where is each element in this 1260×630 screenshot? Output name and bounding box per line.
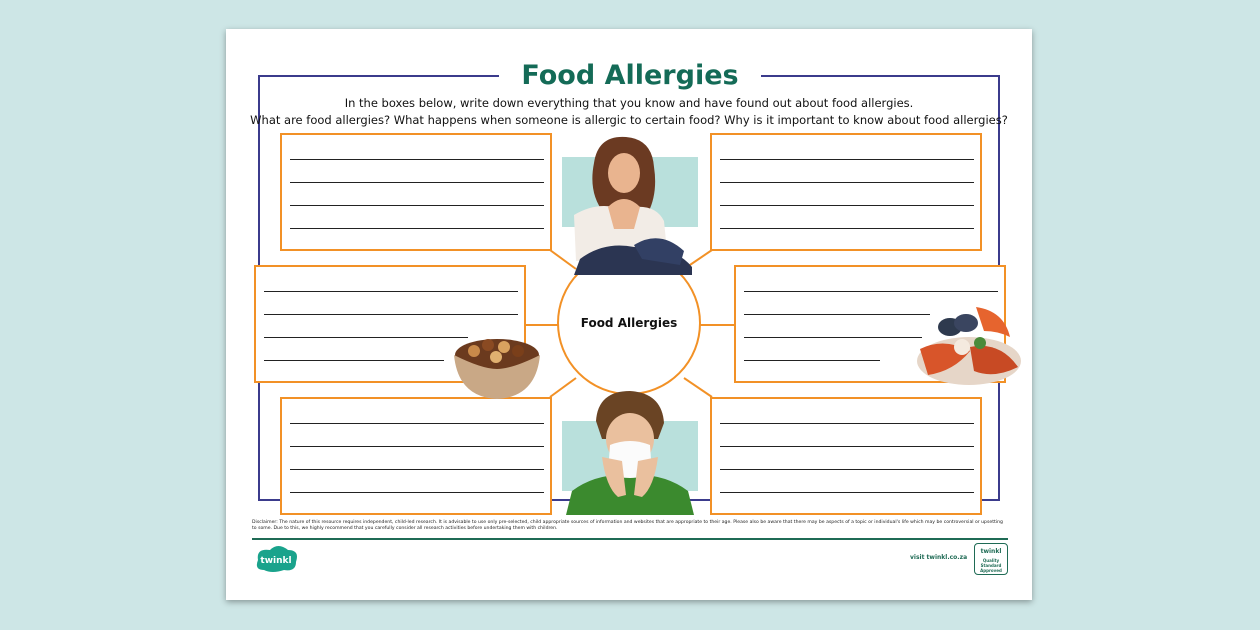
page-title: Food Allergies [521,60,739,91]
writing-line [264,337,468,338]
writing-line [290,228,544,229]
writing-line [264,314,518,315]
writing-line [744,360,880,361]
writing-line [290,182,544,183]
writing-line [264,291,518,292]
writing-line [720,159,974,160]
writing-line [744,291,998,292]
writing-line [290,205,544,206]
nuts-bowl-illustration [452,333,542,401]
writing-line [744,314,930,315]
badge-title: twinkl [980,548,1002,555]
writing-line [290,423,544,424]
answer-box-top-right[interactable] [710,133,982,251]
instruction-line-2: What are food allergies? What happens when someone is allergic to certain food? Why is it important to know about food allergies? [250,113,1008,127]
writing-line [720,205,974,206]
writing-line [720,182,974,183]
writing-line [720,469,974,470]
answer-box-top-left[interactable] [280,133,552,251]
instruction-line-1: In the boxes below, write down everything that you know and have found out about food allergies. [344,96,914,110]
writing-line [290,446,544,447]
writing-line [264,360,444,361]
boy-illustration [566,387,694,515]
answer-box-bottom-right[interactable] [710,397,982,515]
worksheet-page [226,29,1032,600]
twinkl-logo-text: twinkl [260,556,292,566]
writing-line [720,492,974,493]
disclaimer: Disclaimer: The nature of this resource requires independent, child-led research. It is advisable to use only pre-selected, child appropriate sources of information and websites that are appropriate to their age. Please also be aware that there may be aspects of a topic or individual's life which may be controversial or upsetting to some. Due to this, we highly recommend that you carefully consider all research activities before undertaking them with children. [252,520,1003,531]
woman-illustration [564,133,696,275]
answer-box-bottom-left[interactable] [280,397,552,515]
writing-line [720,446,974,447]
visit-link[interactable]: visit twinkl.co.za [910,554,968,561]
writing-line [744,337,922,338]
writing-line [290,492,544,493]
quality-badge [974,543,1008,575]
badge-subtitle: Quality Standard Approved [980,558,1002,573]
writing-line [290,469,544,470]
footer-divider [252,538,1008,540]
twinkl-logo[interactable] [252,544,300,574]
writing-line [720,228,974,229]
writing-line [290,159,544,160]
center-label: Food Allergies [580,316,678,330]
seafood-illustration [914,297,1024,393]
writing-line [720,423,974,424]
